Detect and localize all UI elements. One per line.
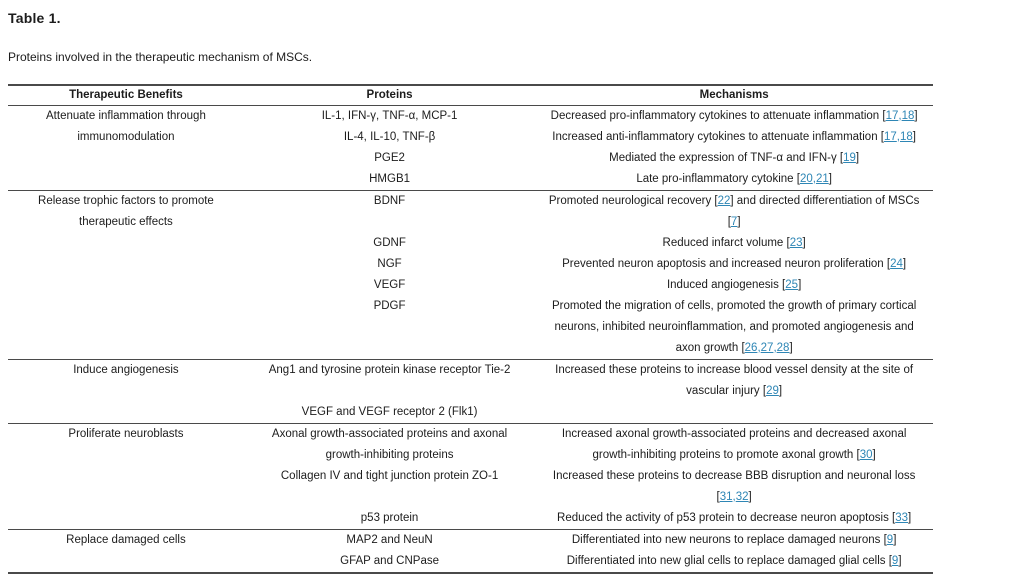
citation-link[interactable]: 27 [760,342,774,354]
column-header-proteins: Proteins [244,85,535,106]
table-caption: Proteins involved in the therapeutic mechanism of MSCs. [8,50,313,64]
table-row [8,191,933,234]
citation-separator: , [812,173,816,185]
mechanism-cell [535,402,933,424]
protein-cell: GDNF [373,237,406,249]
mechanism-cell: Differentiated into new neurons to replace damaged neurons [9] [571,534,897,546]
mechanism-cell: Late pro-inflammatory cytokine [20,21] [636,173,832,185]
citation-link[interactable]: 25 [785,279,799,291]
table-header [8,85,933,106]
benefit-cell: Attenuate inflammation through immunomodulation [46,110,206,143]
benefit-cell: Replace damaged cells [66,534,186,546]
citation-link[interactable]: 30 [859,449,873,461]
citation-link[interactable]: 32 [735,491,749,503]
column-header-mechanisms: Mechanisms [535,85,933,106]
protein-cell: NGF [377,258,402,270]
mechanism-cell: Induced angiogenesis [25] [666,279,802,291]
citation-link[interactable]: 20 [799,173,813,185]
citation-separator: , [732,491,736,503]
table-row [8,424,933,467]
protein-cell: MAP2 and NeuN [346,534,433,546]
protein-cell: PGE2 [374,152,405,164]
citation-separator: , [896,131,900,143]
protein-cell: Collagen IV and tight junction protein ZO-1 [280,470,499,482]
protein-cell: GFAP and CNPase [340,555,439,567]
protein-cell: HMGB1 [369,173,411,185]
mechanism-cell: Increased axonal growth-associated proteins and decreased axonal growth-inhibiting proteins to promote axonal growth [30] [561,428,907,461]
protein-cell: PDGF [373,300,406,312]
mechanism-cell: Mediated the expression of TNF-α and IFN-γ [19] [609,152,860,164]
citation-link[interactable]: 18 [900,131,913,143]
protein-cell: Axonal growth-associated proteins and axonal growth-inhibiting proteins [271,428,508,461]
protein-cell: BDNF [373,195,406,207]
citation-link[interactable]: 33 [895,512,909,524]
mechanism-cell: Decreased pro-inflammatory cytokines to attenuate inflammation [17,18] [550,110,918,122]
mechanism-cell: Increased these proteins to increase blood vessel density at the site of vascular injury [29] [555,364,914,397]
citation-link[interactable]: 9 [891,555,899,567]
benefit-group [8,106,933,191]
citation-link[interactable]: 19 [843,152,856,164]
protein-cell: Ang1 and tyrosine protein kinase receptor Tie-2 [268,364,511,376]
mechanism-cell: Promoted the migration of cells, promoted the growth of primary cortical neurons, inhibited neuroinflammation, and promoted angiogenesis and axon growth [26,27,28] [551,300,917,354]
mechanism-cell: Prevented neuron apoptosis and increased neuron proliferation [24] [562,258,907,270]
mechanism-cell: Reduced infarct volume [23] [662,237,806,249]
header-row [8,85,933,106]
citation-link[interactable]: 21 [815,173,829,185]
citation-link[interactable]: 24 [890,258,903,270]
protein-cell: VEGF and VEGF receptor 2 (Flk1) [301,406,478,418]
citation-link[interactable]: 22 [717,195,731,207]
mechanism-cell: Increased these proteins to decrease BBB disruption and neuronal loss [31,32] [552,470,916,503]
mechanism-cell: Reduced the activity of p53 protein to decrease neuron apoptosis [33] [557,512,912,524]
citation-link[interactable]: 29 [766,385,779,397]
citation-link[interactable]: 17 [884,131,897,143]
citation-separator: , [757,342,761,354]
benefit-cell: Release trophic factors to promote therapeutic effects [38,195,214,228]
mechanism-cell: Promoted neurological recovery [22] and directed differentiation of MSCs [7] [548,195,920,228]
citation-link[interactable]: 18 [901,110,915,122]
citation-separator: , [773,342,777,354]
protein-cell: IL-1, IFN-γ, TNF-α, MCP-1 [321,110,458,122]
citation-link[interactable]: 9 [886,534,894,546]
citation-link[interactable]: 17 [885,110,899,122]
benefit-cell: Proliferate neuroblasts [68,428,184,440]
table-row [8,360,933,403]
citation-link[interactable]: 26 [744,342,758,354]
column-header-benefits: Therapeutic Benefits [8,85,244,106]
protein-cell: p53 protein [360,512,419,524]
protein-cell: IL-4, IL-10, TNF-β [343,131,436,143]
mechanism-cell: Increased anti-inflammatory cytokines to attenuate inflammation [17,18] [552,131,916,143]
benefit-cell: Induce angiogenesis [73,364,179,376]
benefit-group [8,191,933,360]
benefit-group [8,424,933,530]
table-title: Table 1. [8,10,61,26]
citation-link[interactable]: 31 [719,491,733,503]
citation-link[interactable]: 7 [730,216,738,228]
protein-cell: VEGF [373,279,406,291]
mechanism-cell: Differentiated into new glial cells to replace damaged glial cells [9] [566,555,902,567]
benefit-group [8,360,933,424]
table-row [8,530,933,552]
citation-separator: , [898,110,902,122]
table-row [8,106,933,128]
benefit-group [8,530,933,574]
citation-link[interactable]: 23 [789,237,803,249]
citation-link[interactable]: 28 [776,342,790,354]
